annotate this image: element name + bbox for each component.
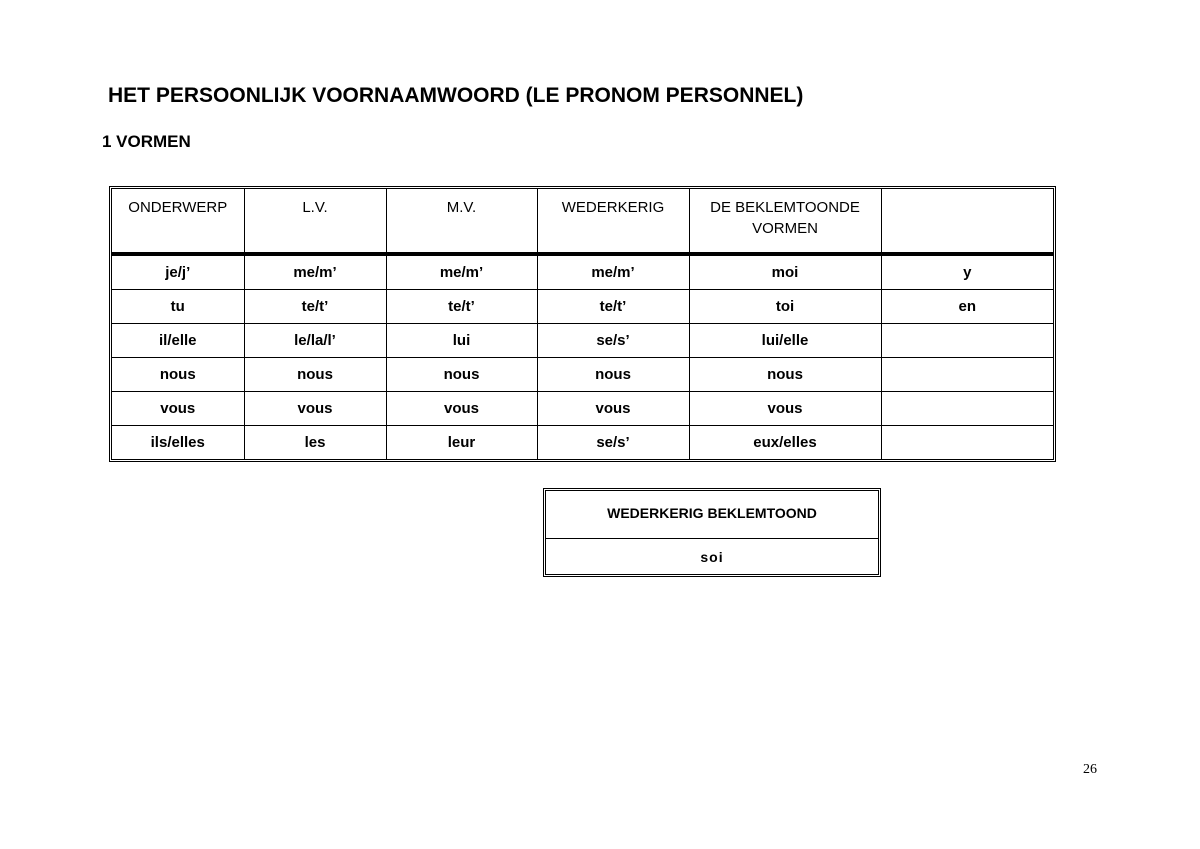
- table-cell: ils/elles: [112, 426, 244, 460]
- table-cell: eux/elles: [689, 426, 881, 460]
- table-cell: [881, 392, 1053, 426]
- reflexive-stressed-header: WEDERKERIG BEKLEMTOOND: [546, 491, 878, 539]
- table-cell: [881, 358, 1053, 392]
- table-cell: me/m’: [386, 254, 537, 290]
- table-row: [112, 254, 1053, 290]
- table-cell: moi: [689, 254, 881, 290]
- table-cell: te/t’: [537, 290, 689, 324]
- table-cell: nous: [689, 358, 881, 392]
- table-cell: lui: [386, 324, 537, 358]
- column-header-wederkerig: WEDERKERIG: [537, 189, 689, 254]
- table-row: [112, 324, 1053, 358]
- table-cell: tu: [112, 290, 244, 324]
- table-cell: nous: [112, 358, 244, 392]
- table-cell: se/s’: [537, 426, 689, 460]
- table-row: [546, 539, 878, 575]
- table-cell: les: [244, 426, 386, 460]
- table-row: [112, 358, 1053, 392]
- table-cell: me/m’: [537, 254, 689, 290]
- table-header-row: [112, 189, 1053, 254]
- table-cell: lui/elle: [689, 324, 881, 358]
- section-heading: 1 VORMEN: [102, 132, 191, 151]
- table-cell: nous: [244, 358, 386, 392]
- table-cell: se/s’: [537, 324, 689, 358]
- table-row: [112, 426, 1053, 460]
- table-cell: nous: [537, 358, 689, 392]
- table-cell: toi: [689, 290, 881, 324]
- table-row: [112, 290, 1053, 324]
- table-cell: me/m’: [244, 254, 386, 290]
- pronoun-table: [112, 189, 1053, 459]
- table-cell: je/j’: [112, 254, 244, 290]
- pronoun-table-frame: [109, 186, 1056, 462]
- table-cell: nous: [386, 358, 537, 392]
- column-header-beklemtoonde-vormen: DE BEKLEMTOONDE VORMEN: [689, 189, 881, 254]
- document-title: HET PERSOONLIJK VOORNAAMWOORD (LE PRONOM PERSONNEL): [108, 84, 804, 107]
- column-header-onderwerp: ONDERWERP: [112, 189, 244, 254]
- table-cell: vous: [112, 392, 244, 426]
- page-number: 26: [1083, 762, 1097, 777]
- table-cell: leur: [386, 426, 537, 460]
- table-row: [112, 392, 1053, 426]
- column-header-mv: M.V.: [386, 189, 537, 254]
- table-cell: le/la/l’: [244, 324, 386, 358]
- table-cell: te/t’: [244, 290, 386, 324]
- reflexive-stressed-table-frame: [543, 488, 881, 577]
- table-cell: il/elle: [112, 324, 244, 358]
- table-cell: [881, 426, 1053, 460]
- column-header-lv: L.V.: [244, 189, 386, 254]
- reflexive-stressed-value: soi: [546, 539, 878, 575]
- table-cell: vous: [689, 392, 881, 426]
- table-cell: vous: [244, 392, 386, 426]
- table-cell: [881, 324, 1053, 358]
- table-header-row: [546, 491, 878, 539]
- column-header-extra: [881, 189, 1053, 254]
- table-cell: te/t’: [386, 290, 537, 324]
- table-cell: y: [881, 254, 1053, 290]
- table-cell: en: [881, 290, 1053, 324]
- reflexive-stressed-table: [546, 491, 878, 574]
- table-cell: vous: [386, 392, 537, 426]
- table-cell: vous: [537, 392, 689, 426]
